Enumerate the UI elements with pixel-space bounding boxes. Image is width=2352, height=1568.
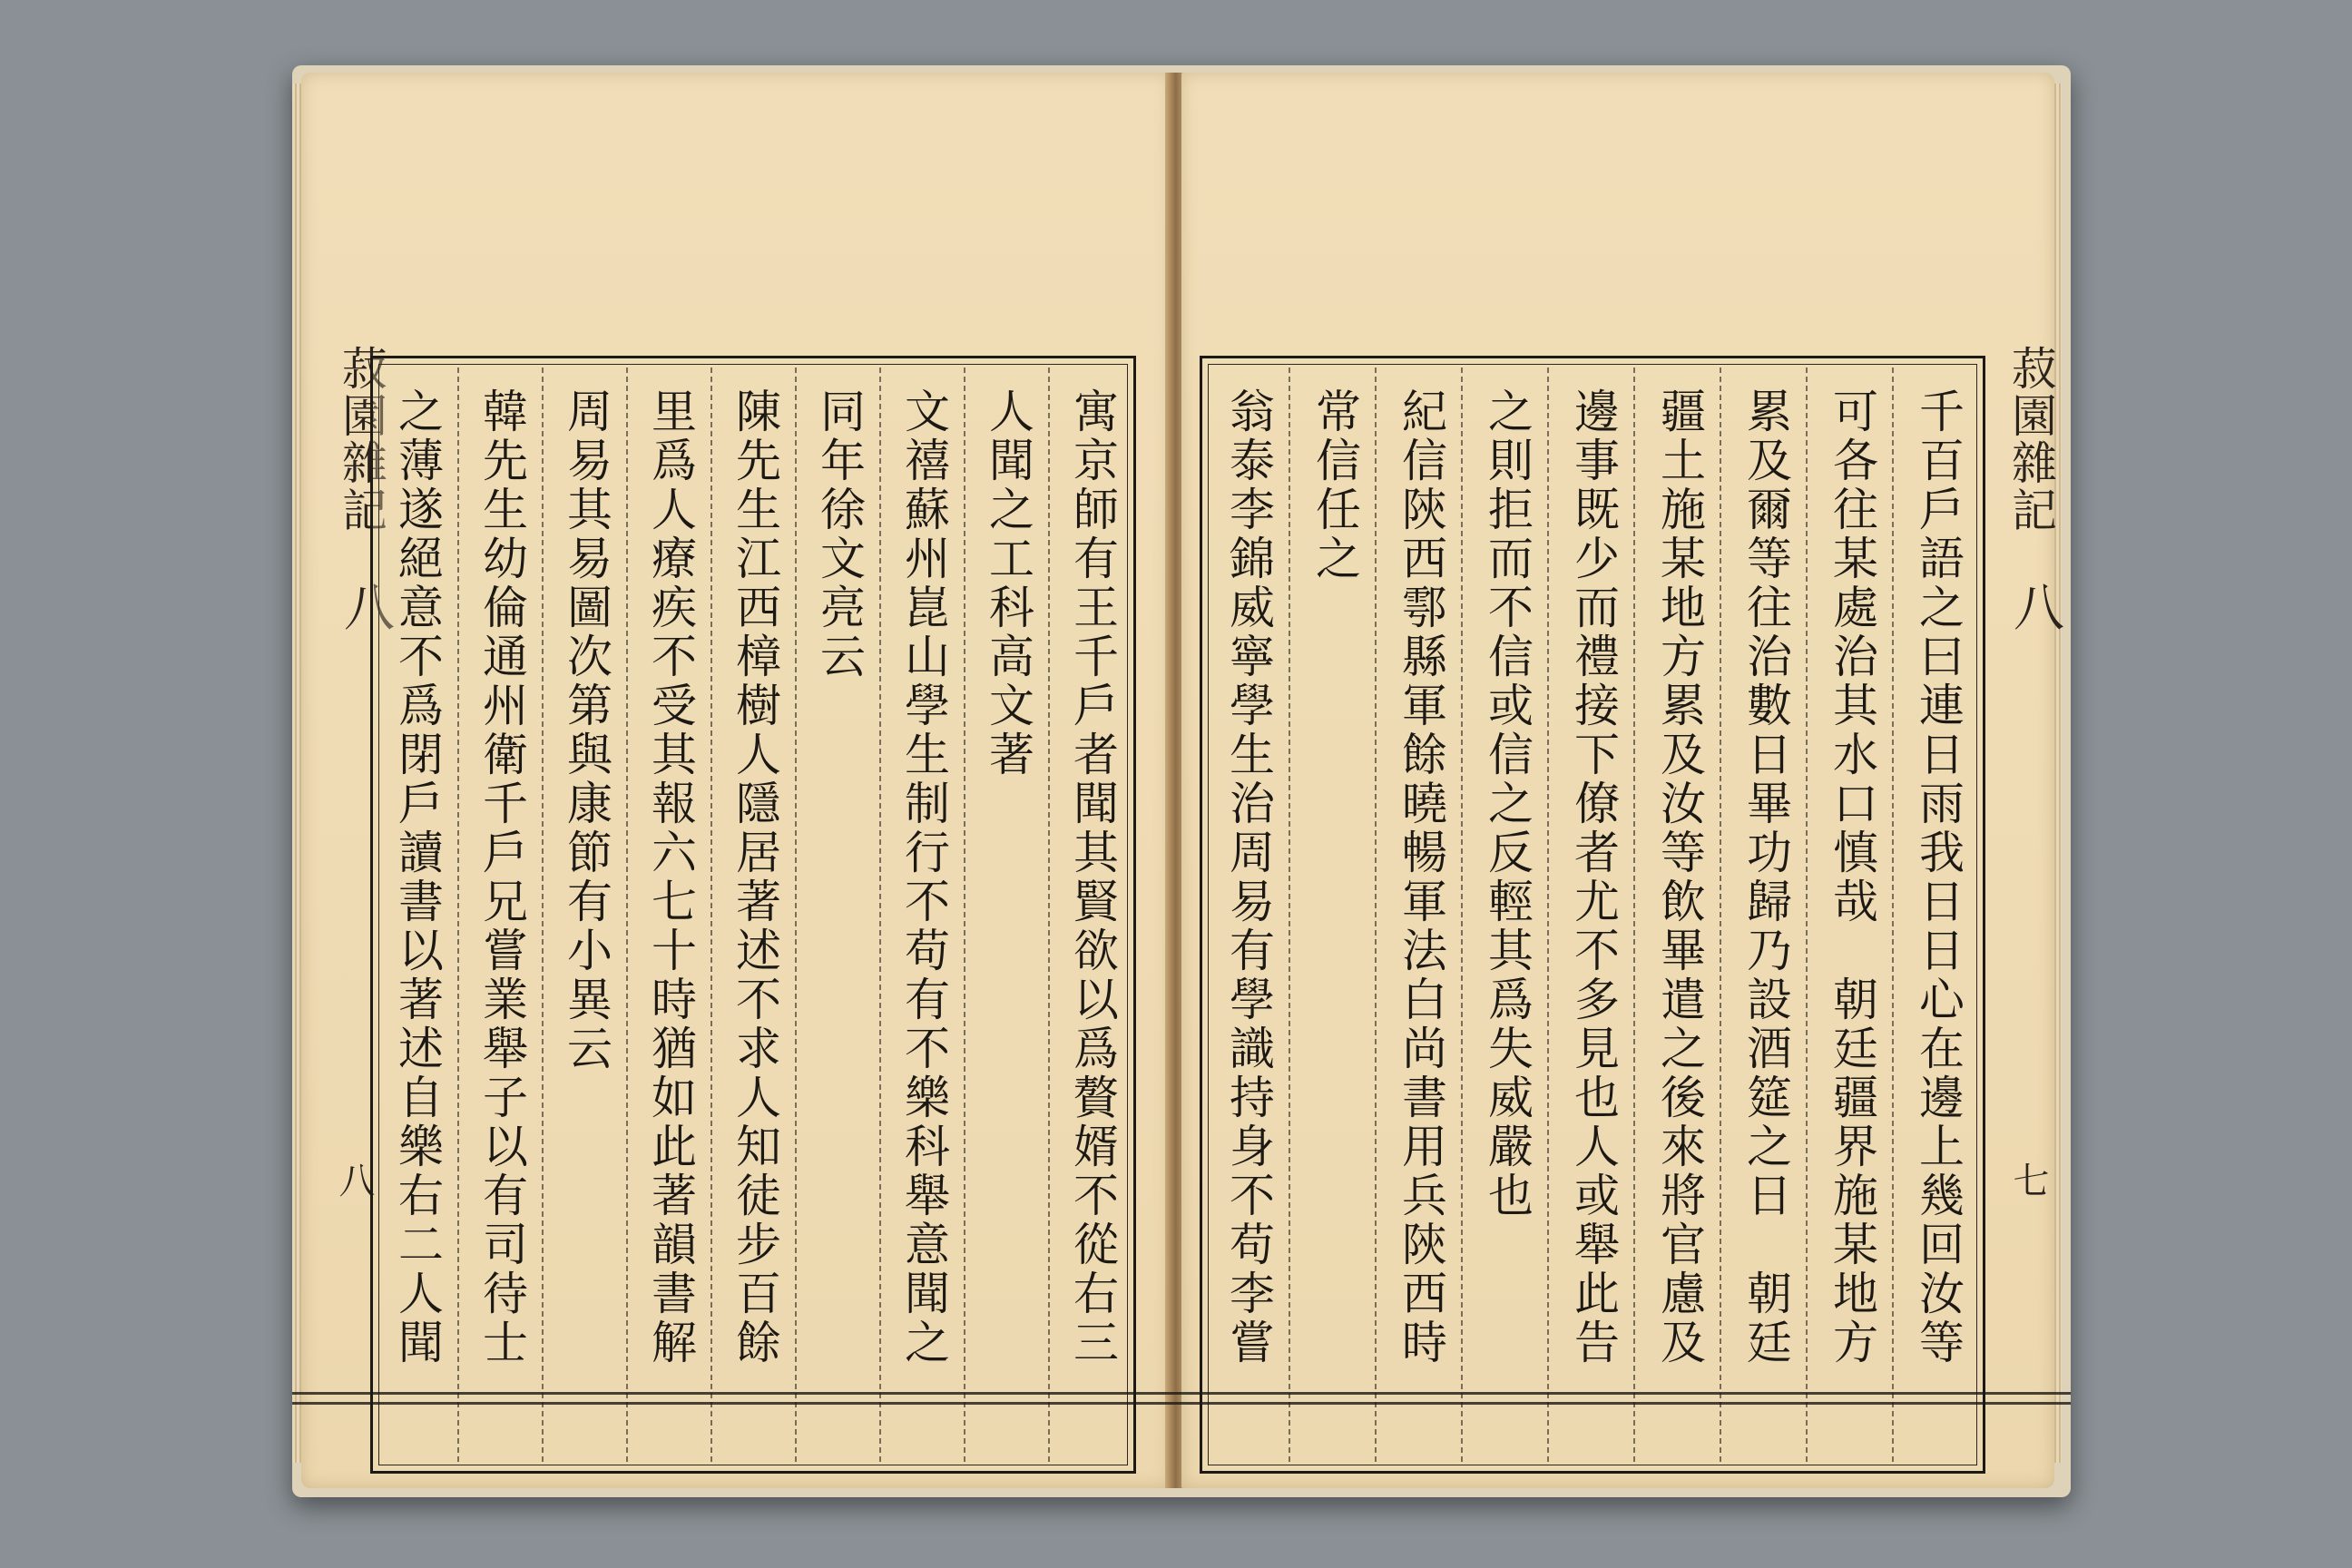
right-column-5: 邊事既少而禮接下僚者尤不多見也人或舉此告 <box>1567 387 1620 1367</box>
left-column-4: 同年徐文亮云 <box>813 387 866 681</box>
right-column-8: 常信任之 <box>1308 387 1361 583</box>
right-page <box>1181 73 2064 1488</box>
left-volume-mark: 八 <box>336 581 395 633</box>
right-column-1: 千百戶語之曰連日雨我日日心在邊上幾回汝等 <box>1912 387 1965 1367</box>
right-column-6: 之則拒而不信或信之反輕其爲失威嚴也 <box>1481 387 1534 1220</box>
right-column-9: 翁泰李錦威寧學生治周易有學識持身不苟李嘗 <box>1222 387 1275 1367</box>
left-folio: 八 <box>333 1161 375 1198</box>
left-column-8: 韓先生幼倫通州衛千戶兄嘗業舉子以有司待士 <box>475 387 528 1367</box>
left-text-frame <box>370 356 1136 1474</box>
left-column-1: 寓京師有王千戶者聞其賢欲以爲贅婿不從右三 <box>1066 387 1119 1367</box>
right-column-4: 疆土施某地方累及汝等飲畢遣之後來將官慮及 <box>1653 387 1706 1367</box>
right-volume-mark: 八 <box>2005 581 2064 633</box>
right-column-3: 累及爾等往治數日畢功歸乃設酒筵之日 朝廷 <box>1740 387 1792 1367</box>
left-column-6: 里爲人療疾不受其報六七十時猶如此著韻書解 <box>644 387 697 1367</box>
left-column-5: 陳先生江西樟樹人隱居著述不求人知徒步百餘 <box>729 387 781 1367</box>
left-column-2: 人聞之工科高文著 <box>982 387 1034 779</box>
right-folio: 七 <box>2007 1161 2049 1198</box>
left-column-9: 之薄遂絕意不爲閉戶讀書以著述自樂右二人聞 <box>391 387 444 1367</box>
right-column-2: 可各往某處治其水口慎哉 朝廷疆界施某地方 <box>1826 387 1878 1367</box>
left-margin-title: 菽園雜記 <box>335 345 387 534</box>
left-column-3: 文禧蘇州崑山學生制行不苟有不樂科舉意聞之 <box>897 387 950 1367</box>
bottom-border-band <box>292 1392 2071 1405</box>
right-margin-title: 菽園雜記 <box>2004 345 2057 534</box>
right-text-frame <box>1200 356 1985 1474</box>
left-column-7: 周易其易圖次第與康節有小異云 <box>560 387 612 1073</box>
right-column-7: 紀信陝西鄠縣軍餘曉暢軍法白尚書用兵陝西時 <box>1395 387 1447 1367</box>
left-page <box>301 73 1171 1488</box>
